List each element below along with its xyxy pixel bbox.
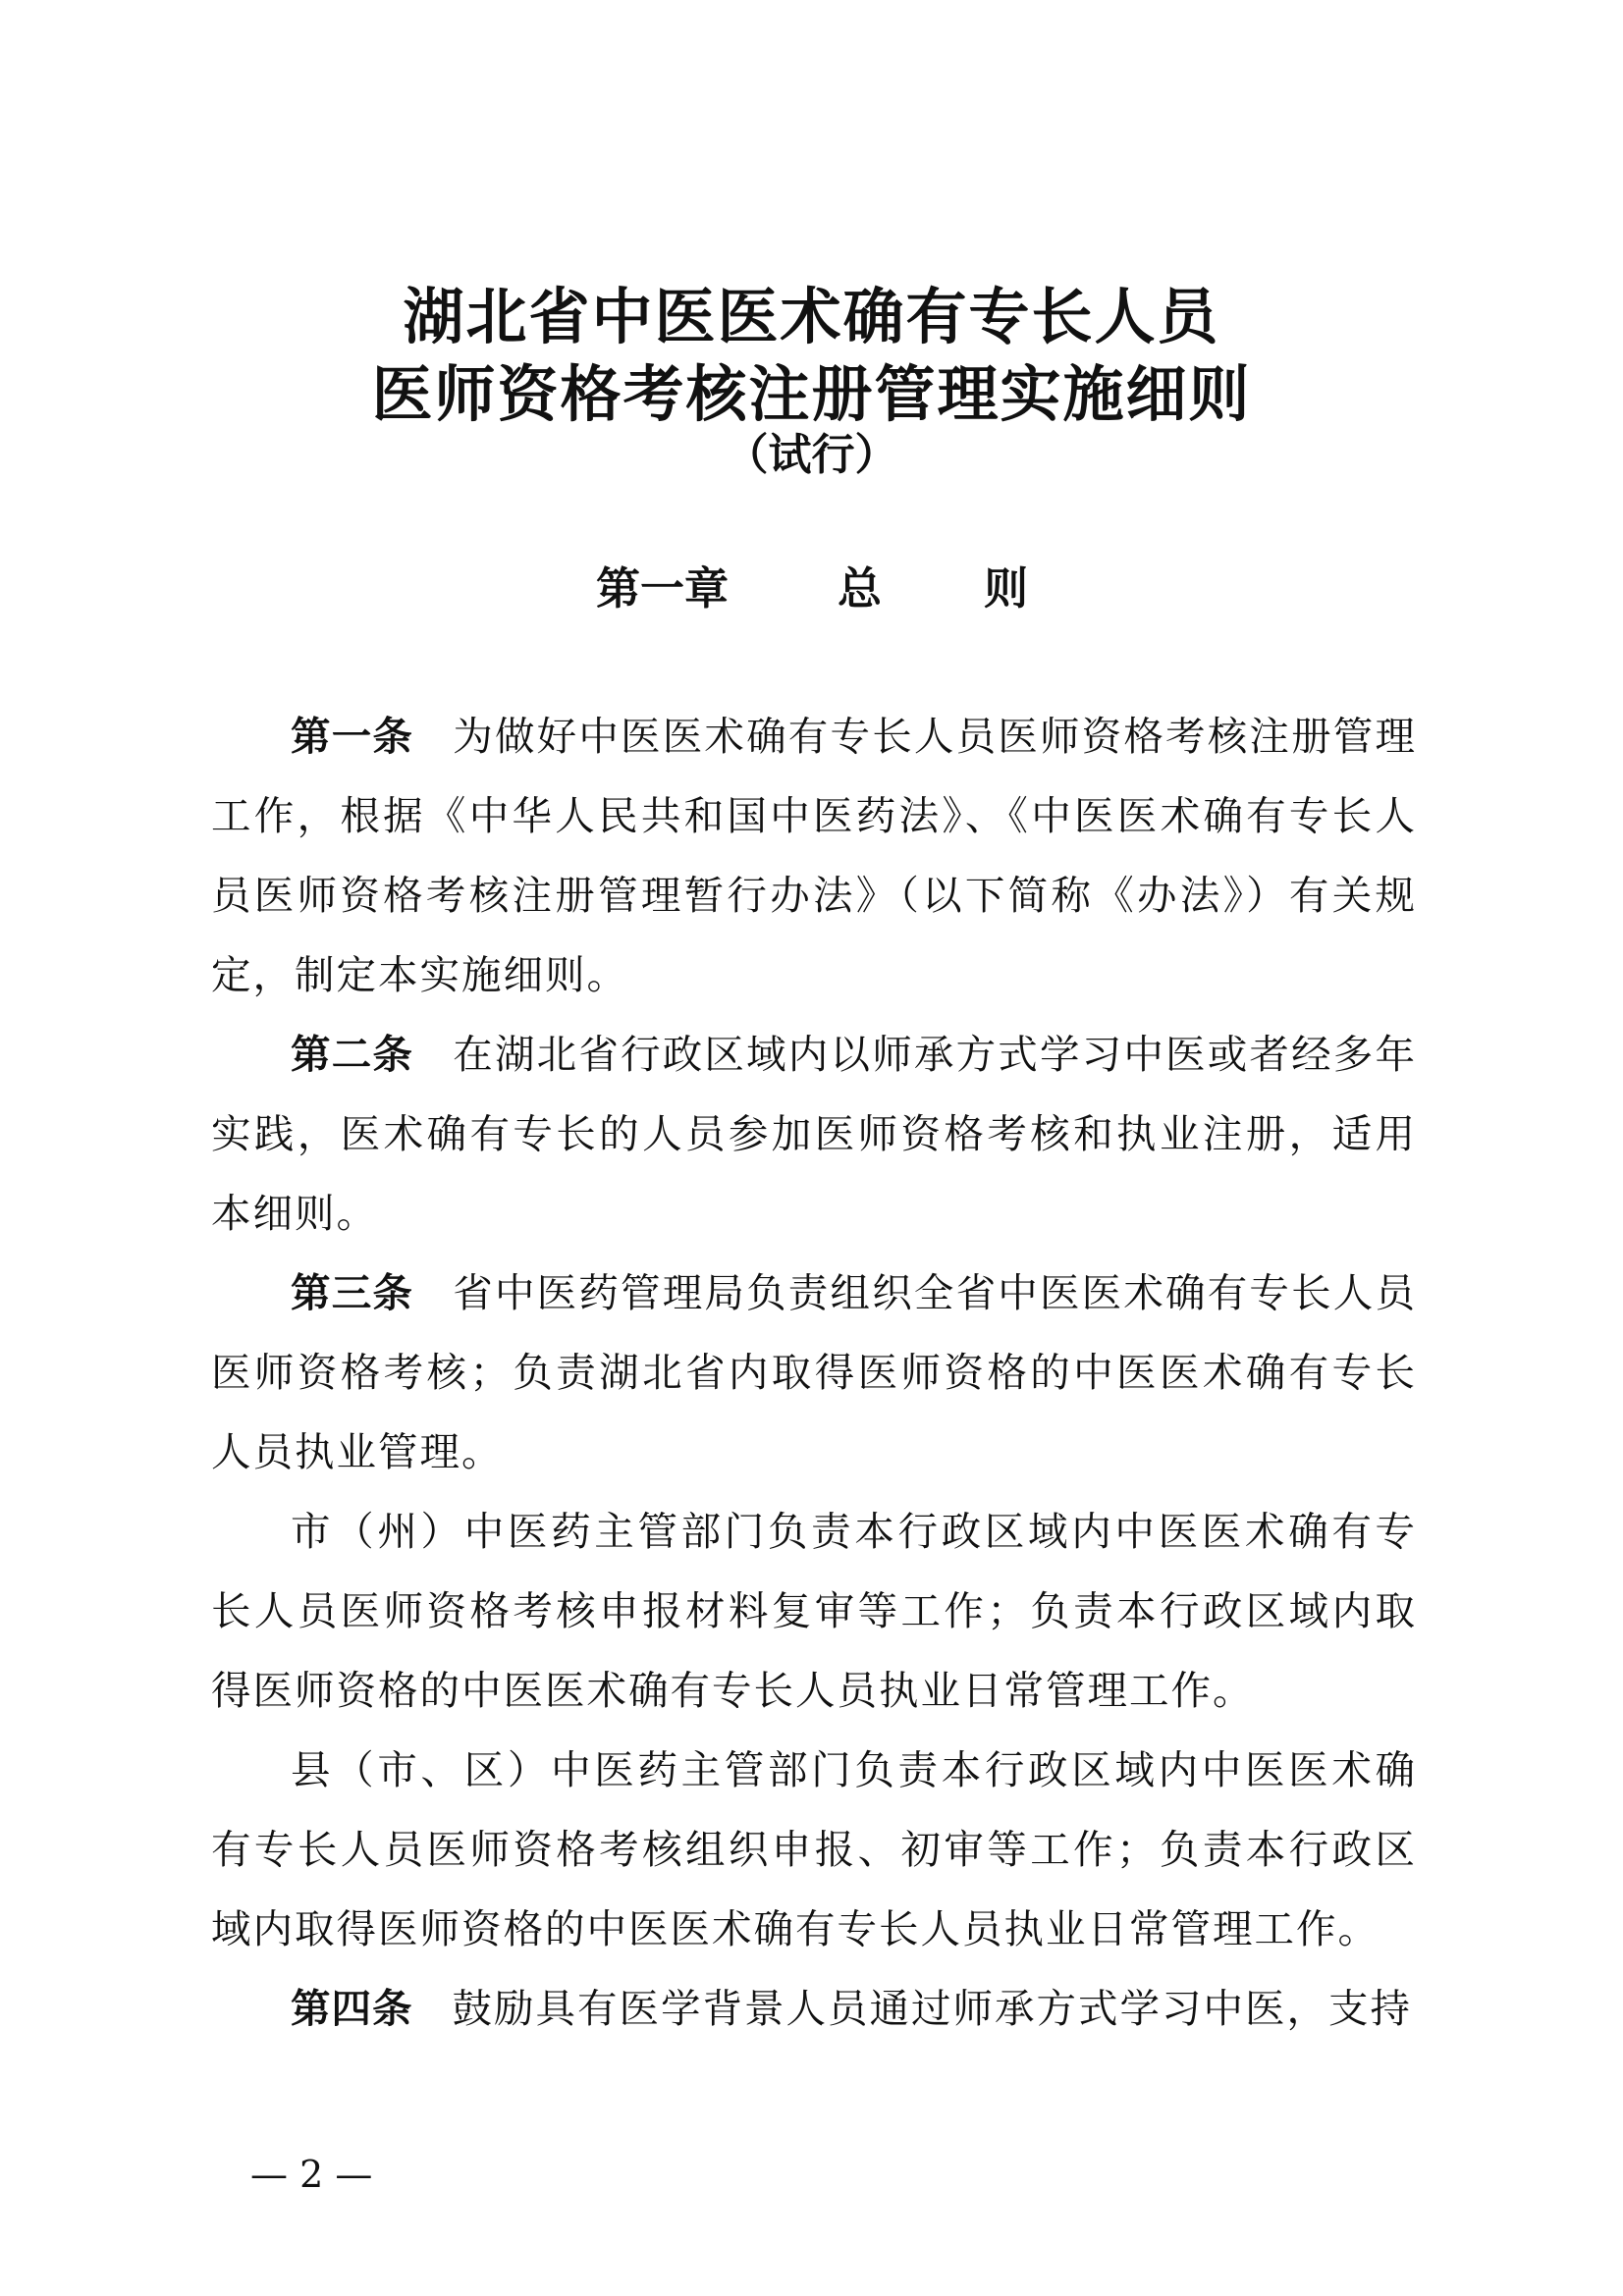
article-2 (211, 1015, 1417, 1254)
chapter-name-part-2: 则 (984, 562, 1029, 614)
paragraph-city-responsibilities: 市（州）中医药主管部门负责本行政区域内中医医术确有专长人员医师资格考核申报材料复审等工作；负责本行政区域内取得医师资格的中医医术确有专长人员执业日常管理工作。 (211, 1508, 1417, 1714)
document-title-line-2: 医师资格考核注册管理实施细则 (371, 358, 1252, 430)
document-subtitle: （试行） (725, 430, 898, 480)
article-2-text: 在湖北省行政区域内以师承方式学习中医或者经多年实践，医术确有专长的人员参加医师资格考核和执业注册，适用本细则。 (211, 1031, 1417, 1237)
article-4-text: 鼓励具有医学背景人员通过师承方式学习中医，支持 (452, 1985, 1412, 2032)
article-1 (211, 697, 1417, 1015)
paragraph-county-responsibilities: 县（市、区）中医药主管部门负责本行政区域内中医医术确有专长人员医师资格考核组织申报、初审等工作；负责本行政区域内取得医师资格的中医医术确有专长人员执业日常管理工作。 (211, 1746, 1417, 1952)
article-1-text: 为做好中医医术确有专长人员医师资格考核注册管理工作，根据《中华人民共和国中医药法》、《中医医术确有专长人员医师资格考核注册管理暂行办法》（以下简称《办法》）有关规定，制定本实施细则。 (211, 713, 1417, 998)
chapter-number: 第一章 (596, 562, 730, 614)
article-1-label: 第一条 (291, 713, 414, 760)
article-3 (211, 1254, 1417, 1492)
article-4 (211, 1969, 1417, 2049)
article-4-label: 第四条 (291, 1985, 413, 2032)
article-2-label: 第二条 (291, 1031, 414, 1078)
article-3-text: 省中医药管理局负责组织全省中医医术确有专长人员医师资格考核；负责湖北省内取得医师资格的中医医术确有专长人员执业管理。 (211, 1269, 1417, 1475)
page-number: — 2 — (250, 2153, 373, 2196)
chapter-name-part-1: 总 (838, 562, 883, 614)
chapter-heading (0, 555, 1623, 623)
document-title-line-1: 湖北省中医医术确有专长人员 (403, 281, 1220, 352)
article-3-label: 第三条 (291, 1269, 414, 1316)
